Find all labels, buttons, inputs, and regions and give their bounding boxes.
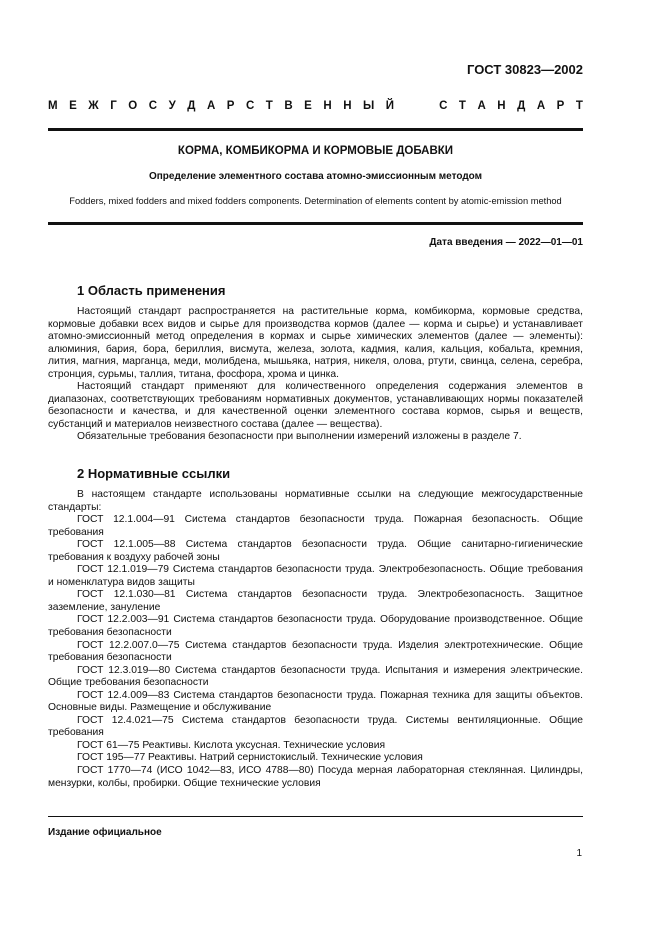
banner-letter: Д — [517, 100, 526, 112]
banner-letter: Н — [497, 100, 506, 112]
section-heading-scope: 1 Область применения — [77, 283, 226, 298]
paragraph: В настоящем стандарте использованы нормативные ссылки на следующие межгосударственные стандарты: — [48, 489, 583, 513]
banner-letter: У — [168, 100, 176, 112]
reference-item: ГОСТ 12.2.003—91 Система стандартов безопасности труда. Оборудование производственное. Общие требования безопасности — [48, 614, 583, 639]
document-id: ГОСТ 30823—2002 — [467, 62, 583, 77]
banner-letter: С — [439, 100, 448, 112]
reference-item: ГОСТ 12.4.021—75 Система стандартов безопасности труда. Системы вентиляционные. Общие требования — [48, 714, 583, 739]
reference-item: ГОСТ 1770—74 (ИСО 1042—83, ИСО 4788—80) Посуда мерная лабораторная стеклянная. Цилиндры, мензурки, колбы, пробирки. Общие технические условия — [48, 765, 583, 789]
reference-item: ГОСТ 61—75 Реактивы. Кислота уксусная. Технические условия — [77, 739, 386, 751]
banner-letter: О — [128, 100, 138, 112]
banner-letter: Т — [458, 100, 466, 112]
banner-word-gap — [406, 100, 428, 112]
section-body-references — [48, 489, 583, 790]
reference-item: ГОСТ 12.2.007.0—75 Система стандартов безопасности труда. Изделия электротехнические. Общие требования безопасности — [48, 639, 583, 664]
banner-letter: С — [148, 100, 158, 112]
reference-item: ГОСТ 12.1.030—81 Система стандартов безопасности труда. Электробезопасность. Защитное заземление, зануление — [48, 589, 583, 613]
banner-letter: Р — [226, 100, 235, 112]
banner-letter: Ж — [88, 100, 99, 112]
reference-item: ГОСТ 12.4.009—83 Система стандартов безопасности труда. Пожарная техника для защиты объектов. Основные виды. Размещение и обслуживание — [48, 689, 583, 714]
banner-letter: Ы — [363, 100, 375, 112]
reference-item: ГОСТ 12.1.019—79 Система стандартов безопасности труда. Электробезопасность. Общие требования и номенклатура видов защиты — [48, 564, 583, 588]
banner-letter: Н — [323, 100, 332, 112]
banner-letter: Т — [575, 100, 583, 112]
official-edition-label: Издание официальное — [48, 827, 162, 838]
reference-item: ГОСТ 195—77 Реактивы. Натрий сернистокислый. Технические условия — [77, 752, 423, 764]
banner-letter: В — [284, 100, 293, 112]
document-subtitle: Определение элементного состава атомно-эмиссионным методом — [148, 171, 483, 182]
banner-letter: М — [48, 100, 58, 112]
banner-letter: Т — [265, 100, 273, 112]
banner-letter: С — [245, 100, 255, 112]
header-rule-bottom — [48, 222, 583, 225]
section-body-scope — [48, 306, 583, 444]
header-rule-top — [48, 128, 583, 131]
section-heading-references: 2 Нормативные ссылки — [77, 466, 231, 481]
standard-banner — [48, 100, 583, 112]
introduction-date: Дата введения — 2022—01—01 — [429, 237, 583, 248]
banner-letter: Й — [385, 100, 395, 112]
paragraph: Настоящий стандарт распространяется на растительные корма, комбикорма, кормовые средства, кормовые добавки всех видов и сырье для производства кормов (далее — корма и сырье) и устанавливает атомно-эмиссионный метод определения в кормах и сырье химических элементов (далее — элементы): алюминия, бария, бора, бериллия, висмута, железа, золота, кадмия, калия, кальция, кобальта, кремния, лития, магния, марганца, меди, молибдена, мышьяка, натрия, никеля, олова, ртути, свинца, селена, серебра, стронция, сурьмы, таллия, титана, фосфора, хрома и цинка. — [48, 306, 583, 380]
footer-rule — [48, 816, 583, 817]
banner-letter: А — [206, 100, 216, 112]
paragraph: Настоящий стандарт применяют для количественного определения содержания элементов в диапазонах, соответствующих требованиям нормативных документов, устанавливающих нормы показателей безопасности и качества, и для качественной оценки элементного состава кормов, сырья и веществ, субстанций и материалов неизвестного состава (далее — вещества). — [48, 381, 583, 430]
reference-item: ГОСТ 12.3.019—80 Система стандартов безопасности труда. Испытания и измерения электрические. Общие требования безопасности — [48, 664, 583, 689]
banner-letter: Р — [556, 100, 565, 112]
document-title: КОРМА, КОМБИКОРМА И КОРМОВЫЕ ДОБАВКИ — [177, 145, 454, 157]
banner-letter: Г — [110, 100, 117, 112]
paragraph: Обязательные требования безопасности при выполнении измерений изложены в разделе 7. — [77, 431, 522, 443]
banner-letter: Н — [343, 100, 352, 112]
banner-letter: А — [536, 100, 546, 112]
banner-letter: Д — [187, 100, 196, 112]
reference-item: ГОСТ 12.1.004—91 Система стандартов безопасности труда. Пожарная безопасность. Общие требования — [48, 514, 583, 538]
english-title: Fodders, mixed fodders and mixed fodders components. Determination of elements content by atomic-emission method — [69, 196, 562, 206]
banner-letter: Е — [69, 100, 77, 112]
reference-item: ГОСТ 12.1.005—88 Система стандартов безопасности труда. Общие санитарно-гигиенические требования к воздуху рабочей зоны — [48, 539, 583, 563]
page-number: 1 — [576, 848, 582, 859]
banner-letter: А — [477, 100, 486, 112]
banner-letter: Е — [304, 100, 312, 112]
